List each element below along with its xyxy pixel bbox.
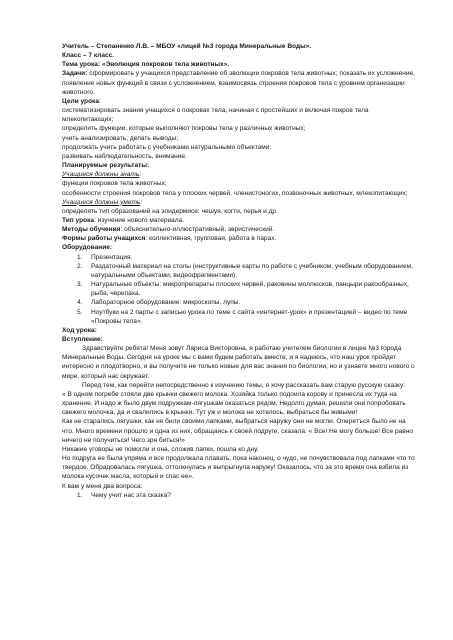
topic-text: «Эволюция покровов тела животных». xyxy=(101,61,230,69)
goal-item: систематизировать знания учащихся о покровах тела, начиная с простейших и включая покров тела млекопитающих; xyxy=(62,107,369,124)
item-number: 4. xyxy=(77,299,83,307)
goal-item: учить анализировать, делать выводы; xyxy=(62,134,179,142)
equipment-heading: Оборудование: xyxy=(62,244,113,252)
item-number: 2. xyxy=(77,262,83,270)
equipment-list xyxy=(62,253,417,326)
equipment-item xyxy=(62,308,417,326)
equipment-item xyxy=(62,298,417,307)
know-colon: : xyxy=(139,171,142,179)
know-item: особенности строения покровов тела у плоских червей, членистоногих, позвоночных животных, млекопитающих; xyxy=(62,189,408,197)
topic-line xyxy=(62,60,417,69)
intro-heading: Вступление: xyxy=(62,336,103,343)
questions-intro: К вам у меня два вопроса: xyxy=(62,482,143,490)
lesson-type-label: Тип урока xyxy=(62,216,95,224)
item-number: 1. xyxy=(77,253,83,261)
lesson-type-line xyxy=(62,216,417,225)
item-text: Ноутбуки на 2 парты с записью урока по теме с сайта «интернет-урок» и презентацией – видео по теме «Покровы тела». xyxy=(91,308,408,325)
goals-colon: : xyxy=(98,97,101,105)
methods-line xyxy=(62,225,417,234)
goals-label: Цели урока xyxy=(62,97,99,105)
know-heading xyxy=(62,170,417,179)
question-item xyxy=(62,491,417,500)
methods-value: : объяснительно-иллюстративный, эвристический. xyxy=(120,226,275,234)
tale-paragraph: Никакие уговоры не помогли и она, сложив лапки, пошла ко дну. xyxy=(62,445,259,453)
question-text: Чему учит нас эта сказка? xyxy=(91,491,171,499)
goals-heading xyxy=(62,97,417,106)
can-colon: : xyxy=(140,198,143,206)
tasks-paragraph xyxy=(62,69,417,96)
intro-paragraph: Перед тем, как перейти непосредственно к изучению темы, я хочу рассказать вам старую русскую сказку: xyxy=(82,381,406,389)
can-heading xyxy=(62,198,417,207)
tasks-label: Задачи: xyxy=(62,70,88,78)
topic-label: Тема урока: xyxy=(62,61,102,69)
lesson-flow-heading: Ход урока: xyxy=(62,326,97,334)
tale-paragraph: « В одном погребе стояли две крынки свежего молока. Хозяйка только подоила корову и принесла их туда на хранение. И надо ж было двум подружкам-лягушкам оказаться рядом. Недолго думая, решили они попробовать свежего молочка, да и свалились в крынки. Тут уж и молока не хотелось, выбраться бы живыми! xyxy=(62,390,406,417)
item-number: 5. xyxy=(77,308,83,316)
goal-item: определить функции, которые выполняют покровы тела у различных животных; xyxy=(62,125,306,133)
forms-label: Формы работы учащихся xyxy=(62,235,146,243)
grade-line: Класс – 7 класс. xyxy=(62,52,115,60)
methods-label: Методы обучения xyxy=(62,226,121,234)
tale-paragraph: Как не старались лягушки, как не били своими лапками, выбраться наружу они не могли. Оперетъся было не на что. Много времени прошло и одна из них, обращаясь к своей подруге, сказала: « Все! Не могу больше! Все равно ничего не получиться! Чего зря биться!» xyxy=(62,418,413,444)
item-number: 3. xyxy=(77,281,83,289)
goal-item: продолжать учить работать с учебниками натуральными объектами; xyxy=(62,143,272,151)
know-label: Учащиеся должны знать xyxy=(62,171,140,179)
item-text: Лабораторное оборудование: микроскопы, лупы. xyxy=(91,299,241,307)
can-label: Учащиеся должны уметь xyxy=(62,198,141,206)
equipment-item xyxy=(62,253,417,262)
question-number: 1. xyxy=(77,491,83,499)
forms-value: : коллективная, групповая, работа в парах. xyxy=(145,235,277,243)
tale-paragraph: Но подруга ее была упряма и все продолжала плавать, пока наконец, о чудо, не почувствовала под лапками что то твердое. Обрадовалась лягушка, оттолкнулась и выпрыгнула наружу! Оказалось, что за это время она взбила из молока кусочек масла, который и спас ее». xyxy=(62,455,415,481)
item-text: Натуральные объекты: микропрепараты плоских червей, раковины моллюсков, панцыри ракообразных, рыба, черепаха. xyxy=(91,281,409,298)
teacher-line: Учитель – Степаненко Л.В. – МБОУ «лицей №3 города Минеральные Воды». xyxy=(62,43,312,50)
lesson-type-value: : изучение нового материала. xyxy=(94,216,185,224)
item-text: Презентация. xyxy=(91,253,133,261)
equipment-item xyxy=(62,280,417,298)
forms-line xyxy=(62,234,417,243)
item-text: Раздаточный материал на столы (инструктивные карты по работе с учебником, учебным оборудованием, натуральными объектами, видеофрагментами). xyxy=(91,262,413,279)
equipment-item xyxy=(62,262,417,280)
tasks-text: сформировать у учащихся представление об эволюции покровов тела животных; показать их усложнение, появление новых функций в связи с усложнением, взаимосвязь строения покровов тела с уровнем организации животного. xyxy=(62,70,415,96)
results-heading: Планируемые результаты: xyxy=(62,162,150,170)
intro-paragraph: Здравствуйте ребята! Меня зовут Лариса Викторовна, я работаю учителем биологии в лицее №3 города Минеральные Воды. Сегодня на уроке мы с вами будем работать вместе, и я надеюсь, что наш урок пройдет интересно и плодотворно, и вы получите не только новые для вас знания по биологии, но и узнаете много нового о мире, который нас окружает. xyxy=(62,345,415,380)
goal-item: развивать наблюдательность, внимание. xyxy=(62,152,187,160)
can-item: определять тип образований на эпидермисе: чешуя, когти, перья и др. xyxy=(62,207,278,215)
know-item: функции покровов тела животных; xyxy=(62,180,167,188)
